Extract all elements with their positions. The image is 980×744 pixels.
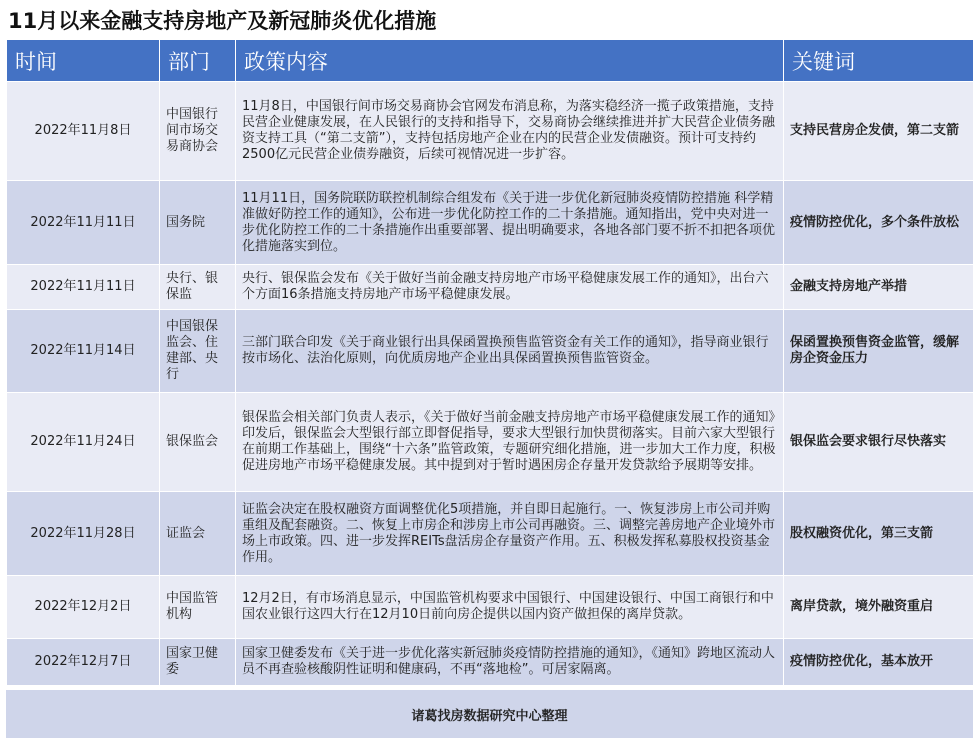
row-department: 中国银行间市场交易商协会 <box>160 82 236 181</box>
table-row <box>7 82 974 181</box>
row-policy-content: 11月8日，中国银行间市场交易商协会官网发布消息称，为落实稳经济一揽子政策措施，支持民营企业健康发展，在人民银行的支持和指导下，交易商协会继续推进并扩大民营企业债务融资支持工具（“第二支箭”），支持包括房地产企业在内的民营企业发债融资。预计可支持约2500亿元民营企业债券融资，后续可视情况进一步扩容。 <box>236 82 784 181</box>
row-department: 证监会 <box>160 492 236 576</box>
row-department: 中国银保监会、住建部、央行 <box>160 310 236 393</box>
column-header-policy-content: 政策内容 <box>236 40 784 82</box>
row-keyword: 疫情防控优化，基本放开 <box>784 639 974 686</box>
row-policy-content: 12月2日，有市场消息显示，中国监管机构要求中国银行、中国建设银行、中国工商银行和中国农业银行这四大行在12月10日前向房企提供以国内资产做担保的离岸贷款。 <box>236 576 784 639</box>
row-keyword: 银保监会要求银行尽快落实 <box>784 393 974 492</box>
table-row <box>7 310 974 393</box>
row-policy-content: 证监会决定在股权融资方面调整优化5项措施，并自即日起施行。一、恢复涉房上市公司并购重组及配套融资。二、恢复上市房企和涉房上市公司再融资。三、调整完善房地产企业境外市场上市政策。四、进一步发挥REITs盘活房企存量资产作用。五、积极发挥私募股权投资基金作用。 <box>236 492 784 576</box>
column-header-department: 部门 <box>160 40 236 82</box>
row-policy-content: 国家卫健委发布《关于进一步优化落实新冠肺炎疫情防控措施的通知》，《通知》跨地区流动人员不再查验核酸阴性证明和健康码，不再“落地检”。可居家隔离。 <box>236 639 784 686</box>
table-row <box>7 492 974 576</box>
table-row <box>7 181 974 265</box>
page-title: 11月以来金融支持房地产及新冠肺炎优化措施 <box>8 9 437 33</box>
row-department: 央行、银保监 <box>160 265 236 310</box>
policy-table <box>6 39 974 686</box>
table-header-row <box>7 40 974 82</box>
row-date: 2022年11月8日 <box>7 82 160 181</box>
column-header-time: 时间 <box>7 40 160 82</box>
row-department: 国家卫健委 <box>160 639 236 686</box>
row-date: 2022年11月14日 <box>7 310 160 393</box>
row-policy-content: 11月11日，国务院联防联控机制综合组发布《关于进一步优化新冠肺炎疫情防控措施 科学精准做好防控工作的通知》，公布进一步优化防控工作的二十条措施。通知指出，党中央对进一步优化防控工作的二十条措施作出重要部署、提出明确要求，各地各部门要不折不扣把各项优化措施落实到位。 <box>236 181 784 265</box>
row-date: 2022年12月2日 <box>7 576 160 639</box>
source-footer: 诸葛找房数据研究中心整理 <box>6 689 973 738</box>
row-keyword: 支持民营房企发债，第二支箭 <box>784 82 974 181</box>
row-keyword: 金融支持房地产举措 <box>784 265 974 310</box>
column-header-keyword: 关键词 <box>784 40 974 82</box>
row-date: 2022年11月28日 <box>7 492 160 576</box>
row-department: 国务院 <box>160 181 236 265</box>
row-keyword: 离岸贷款，境外融资重启 <box>784 576 974 639</box>
row-department: 中国监管机构 <box>160 576 236 639</box>
row-date: 2022年11月24日 <box>7 393 160 492</box>
row-policy-content: 银保监会相关部门负责人表示，《关于做好当前金融支持房地产市场平稳健康发展工作的通知》印发后，银保监会大型银行部立即督促指导，要求大型银行加快贯彻落实。目前六家大型银行在前期工作基础上，围绕“十六条”监管政策，专题研究细化措施，进一步加大工作力度，积极促进房地产市场平稳健康发展。其中提到对于暂时遇困房企存量开发贷款给予展期等安排。 <box>236 393 784 492</box>
row-keyword: 股权融资优化，第三支箭 <box>784 492 974 576</box>
row-date: 2022年11月11日 <box>7 265 160 310</box>
row-policy-content: 央行、银保监会发布《关于做好当前金融支持房地产市场平稳健康发展工作的通知》，出台六个方面16条措施支持房地产市场平稳健康发展。 <box>236 265 784 310</box>
row-date: 2022年12月7日 <box>7 639 160 686</box>
row-keyword: 疫情防控优化，多个条件放松 <box>784 181 974 265</box>
row-policy-content: 三部门联合印发《关于商业银行出具保函置换预售监管资金有关工作的通知》，指导商业银行按市场化、法治化原则，向优质房地产企业出具保函置换预售监管资金。 <box>236 310 784 393</box>
table-row <box>7 265 974 310</box>
row-department: 银保监会 <box>160 393 236 492</box>
row-date: 2022年11月11日 <box>7 181 160 265</box>
table-row <box>7 393 974 492</box>
table-row <box>7 576 974 639</box>
table-row <box>7 639 974 686</box>
row-keyword: 保函置换预售资金监管，缓解房企资金压力 <box>784 310 974 393</box>
